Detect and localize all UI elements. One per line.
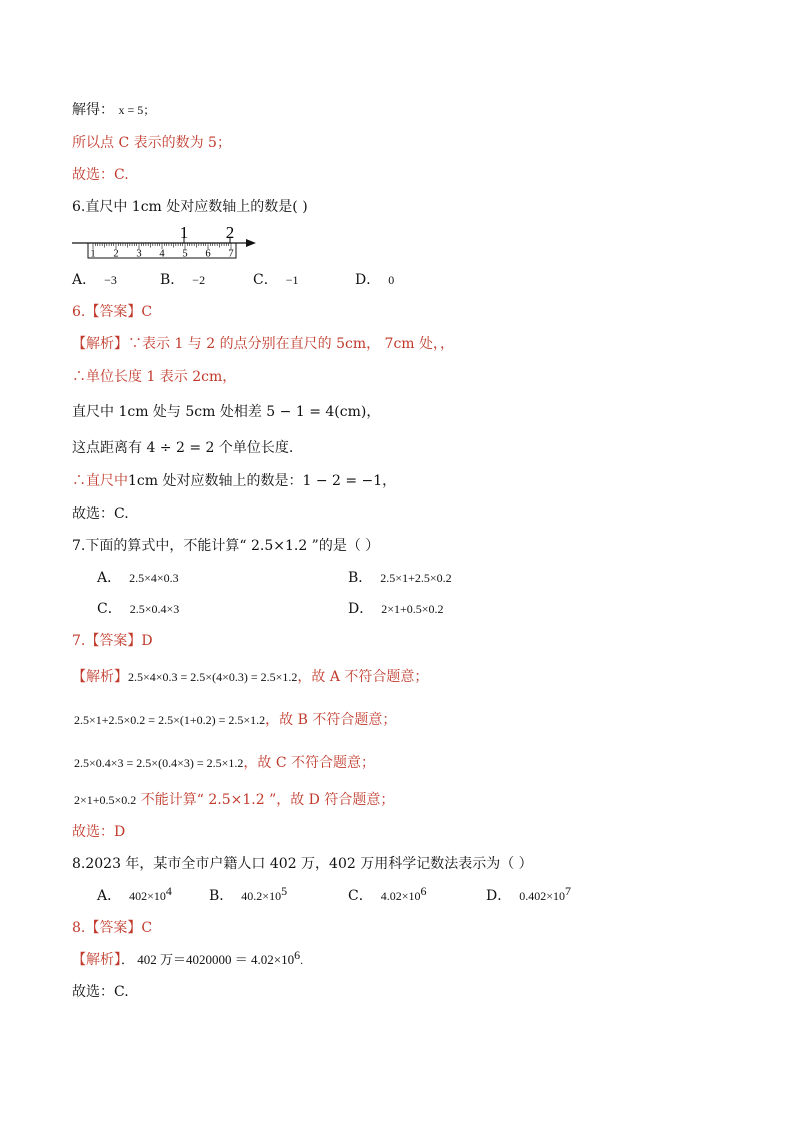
q8-stem: 8.2023 年，某市全市户籍人口 402 万，402 万用科学记数法表示为（ ） bbox=[72, 856, 533, 872]
ruler-number: 4 bbox=[159, 248, 165, 260]
q6-analysis-3: 直尺中 1cm 处与 5cm 处相差 5 − 1 = 4(cm)， bbox=[72, 404, 381, 420]
q6-option-b[interactable] bbox=[160, 271, 205, 289]
option-text: −1 bbox=[285, 273, 299, 287]
q7-option-b[interactable] bbox=[348, 569, 452, 587]
option-letter: A． bbox=[97, 570, 122, 586]
q6-analysis-4: 这点距离有 4 ÷ 2 = 2 个单位长度. bbox=[72, 440, 294, 456]
q6-analysis-5 bbox=[72, 472, 396, 490]
q6-option-a[interactable] bbox=[72, 271, 117, 289]
option-base: 0.402×10 bbox=[519, 889, 566, 903]
q7-analysis-3 bbox=[74, 754, 375, 772]
option-text: −3 bbox=[104, 273, 117, 287]
option-letter: A． bbox=[72, 272, 97, 288]
ruler-number-line-figure bbox=[70, 220, 260, 264]
q6-stem: 6.直尺中 1cm 处对应数轴上的数是( ) bbox=[72, 199, 308, 215]
option-text: 2.5×0.4×3 bbox=[129, 602, 180, 616]
analysis-text: ，故 C 不符合题意； bbox=[243, 755, 375, 771]
analysis-math: 2.5×4×0.3 = 2.5×(4×0.3) = 2.5×1.2 bbox=[128, 670, 298, 684]
ruler-number: 5 bbox=[182, 248, 188, 260]
option-exponent: 6 bbox=[420, 884, 427, 898]
option-letter: C． bbox=[348, 888, 373, 904]
analysis-text: ，故 B 不符合题意； bbox=[265, 712, 397, 728]
q7-analysis-4 bbox=[74, 791, 394, 809]
q8-option-b[interactable] bbox=[209, 884, 288, 905]
analysis-text: ，故 A 不符合题意； bbox=[297, 669, 429, 685]
q6-option-c[interactable] bbox=[253, 271, 299, 289]
option-letter: D． bbox=[355, 272, 381, 288]
ruler-number: 6 bbox=[205, 248, 211, 260]
q8-choose: 故选：C. bbox=[72, 984, 129, 1000]
analysis-black-part: 1cm 处对应数轴上的数是：1 − 2 = −1， bbox=[128, 473, 397, 489]
option-base: 40.2×10 bbox=[241, 889, 282, 903]
option-letter: C． bbox=[97, 601, 122, 617]
q8-option-a[interactable] bbox=[97, 884, 172, 905]
option-text: 2×1+0.5×0.2 bbox=[381, 602, 444, 616]
analysis-math: 2.5×1+2.5×0.2 = 2.5×(1+0.2) = 2.5×1.2 bbox=[74, 713, 266, 727]
analysis-head: 【解析】 bbox=[72, 336, 128, 352]
ruler-number: 7 bbox=[228, 248, 234, 260]
q6-analysis-2: ∴单位长度 1 表示 2cm， bbox=[72, 369, 237, 385]
q7-stem: 7.下面的算式中，不能计算“ 2.5×1.2 ”的是（ ） bbox=[72, 538, 380, 554]
option-exponent: 7 bbox=[565, 884, 572, 898]
q8-option-d[interactable] bbox=[486, 884, 572, 905]
q7-analysis-1 bbox=[72, 668, 428, 686]
q7-option-d[interactable] bbox=[348, 600, 444, 618]
solution-line-2: 所以点 C 表示的数为 5； bbox=[72, 135, 231, 151]
analysis-red-part: ∴直尺中 bbox=[72, 473, 128, 489]
q7-option-c[interactable] bbox=[97, 600, 179, 618]
option-letter: B． bbox=[348, 570, 373, 586]
option-text: 2.5×1+2.5×0.2 bbox=[380, 571, 452, 585]
ruler-number: 2 bbox=[113, 248, 119, 260]
analysis-text: ． 402 万＝4020000 ＝ 4.02×10 bbox=[121, 952, 295, 967]
q8-option-c[interactable] bbox=[348, 884, 427, 905]
analysis-math: 2.5×0.4×3 = 2.5×(0.4×3) = 2.5×1.2 bbox=[74, 756, 244, 770]
q7-choose: 故选：D bbox=[72, 824, 126, 840]
q6-option-d[interactable] bbox=[355, 271, 394, 289]
option-base: 4.02×10 bbox=[380, 889, 421, 903]
q8-answer: 8.【答案】C bbox=[72, 920, 153, 936]
q6-answer: 6.【答案】C bbox=[72, 304, 153, 320]
analysis-math: 2×1+0.5×0.2 bbox=[74, 793, 137, 807]
option-text: 0 bbox=[388, 273, 395, 287]
analysis-text: 不能计算“ 2.5×1.2 ”，故 D 符合题意； bbox=[136, 792, 395, 808]
q7-option-a[interactable] bbox=[97, 569, 179, 587]
analysis-text: ∵表示 1 与 2 的点分别在直尺的 5cm， 7cm 处，， bbox=[128, 336, 455, 352]
analysis-end: . bbox=[300, 953, 304, 967]
analysis-head: 【解析】 bbox=[72, 669, 128, 685]
q6-choose: 故选：C. bbox=[72, 506, 129, 522]
option-base: 402×10 bbox=[129, 889, 166, 903]
option-letter: A． bbox=[97, 888, 122, 904]
ruler-number: 3 bbox=[136, 248, 142, 260]
option-text: −2 bbox=[192, 273, 206, 287]
q6-analysis-1 bbox=[72, 335, 454, 353]
analysis-head: 【解析】 bbox=[72, 952, 121, 968]
option-letter: B． bbox=[160, 272, 185, 288]
option-letter: B． bbox=[209, 888, 234, 904]
option-text: 2.5×4×0.3 bbox=[129, 571, 179, 585]
solution-choose: 故选：C. bbox=[72, 167, 129, 183]
axis-label-1: 1 bbox=[179, 223, 189, 242]
axis-label-2: 2 bbox=[225, 223, 235, 242]
analysis-exponent: 6 bbox=[294, 948, 301, 962]
q8-analysis bbox=[72, 948, 304, 969]
option-letter: D． bbox=[348, 601, 374, 617]
ruler-number: 1 bbox=[90, 248, 96, 260]
q7-analysis-2 bbox=[74, 711, 396, 729]
q7-answer: 7.【答案】D bbox=[72, 633, 153, 649]
option-exponent: 4 bbox=[165, 884, 172, 898]
solution-line-1 bbox=[72, 101, 155, 119]
option-letter: C． bbox=[253, 272, 278, 288]
option-exponent: 5 bbox=[281, 884, 288, 898]
option-letter: D． bbox=[486, 888, 512, 904]
solution-label: 解得： bbox=[72, 102, 114, 118]
solution-math: x = 5； bbox=[118, 103, 156, 117]
